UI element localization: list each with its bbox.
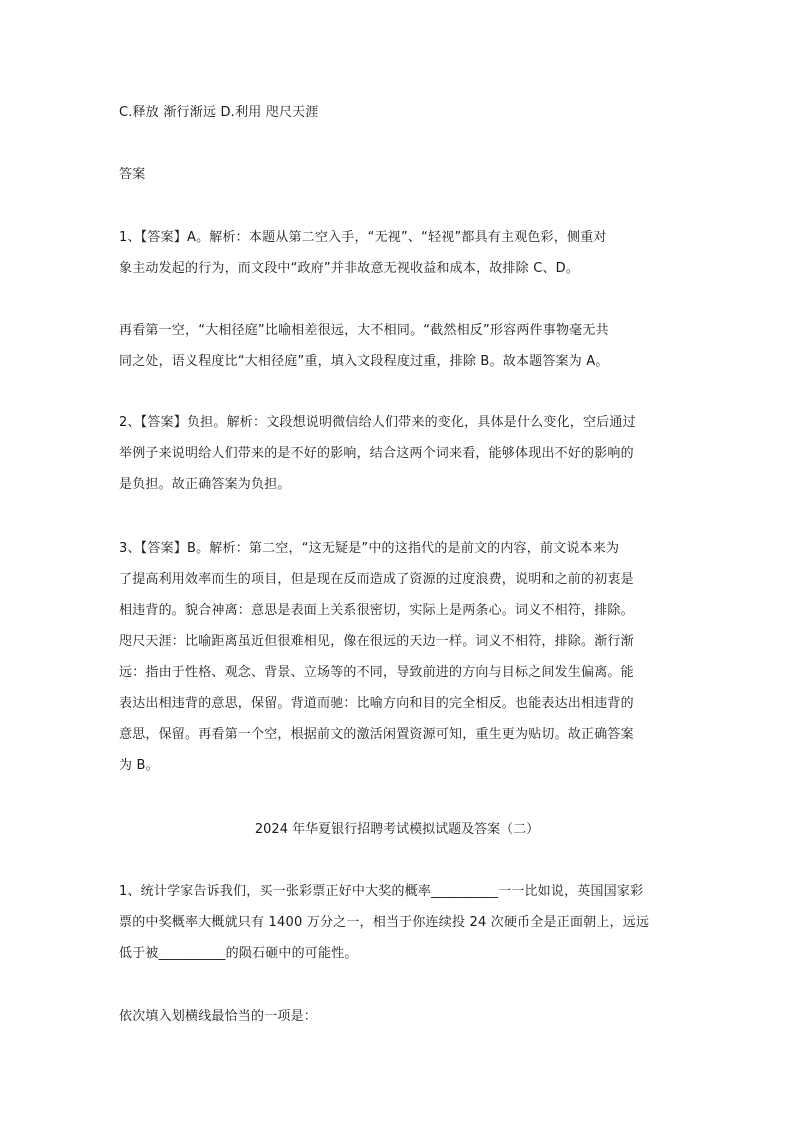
- text-line: 依次填入划横线最恰当的一项是：: [119, 1009, 318, 1024]
- text-line: 答案: [119, 167, 146, 182]
- text-line: 同之处，语义程度比“大相径庭”重，填入文段程度过重，排除 B。故本题答案为 A。: [119, 354, 609, 369]
- text-line: 为 B。: [119, 758, 159, 773]
- options-paragraph: [119, 97, 679, 128]
- text-line: 相违背的。貌合神离：意思是表面上关系很密切，实际上是两条心。词义不相符，排除。: [119, 603, 634, 618]
- text-line: 举例子来说明给人们带来的是不好的影响，结合这两个词来看，能够体现出不好的影响的: [119, 446, 634, 461]
- text-line: 3、【答案】B。解析：第二空，“这无疑是”中的这指代的是前文的内容，前文说本来为: [119, 541, 620, 556]
- text-line: 象主动发起的行为，而文段中“政府”并非故意无视收益和成本，故排除 C、D。: [119, 261, 580, 276]
- text-line: 票的中奖概率大概就只有 1400 万分之一，相当于你连续投 24 次硬币全是正面朝上，远远: [119, 915, 650, 930]
- text-line: 2、【答案】负担。解析：文段想说明微信给人们带来的变化，具体是什么变化，空后通过: [119, 415, 636, 430]
- text-line: 低于被__________的陨石砸中的可能性。: [119, 946, 358, 961]
- text-line: 再看第一空，“大相径庭”比喻相差很远，大不相同。“截然相反”形容两件事物毫无共: [119, 323, 609, 338]
- question-1-paragraph: [119, 876, 679, 969]
- text-line: 1、统计学家告诉我们，买一张彩票正好中大奖的概率__________一一比如说，英国国家彩: [119, 884, 644, 899]
- section-title: 2024 年华夏银行招聘考试模拟试题及答案（二）: [254, 822, 540, 837]
- instruction-paragraph: [119, 1001, 679, 1032]
- text-line: 意思，保留。再看第一个空，根据前文的激活闲置资源可知，重生更为贴切。故正确答案: [119, 727, 634, 742]
- text-line: C.释放 渐行渐远 D.利用 咫尺天涯: [119, 105, 319, 120]
- answer-1-paragraph: [119, 222, 679, 284]
- answer-1-continued-paragraph: [119, 315, 679, 377]
- text-line: 是负担。故正确答案为负担。: [119, 477, 291, 492]
- answer-2-paragraph: [119, 407, 679, 500]
- answer-3-paragraph: [119, 533, 679, 781]
- text-line: 1、【答案】A。解析：本题从第二空入手，“无视”、“轻视”都具有主观色彩，侧重对: [119, 230, 607, 245]
- text-line: 表达出相违背的意思，保留。背道而驰：比喻方向和目的完全相反。也能表达出相违背的: [119, 696, 634, 711]
- text-line: 了提高利用效率而生的项目，但是现在反而造成了资源的过度浪费，说明和之前的初衷是: [119, 572, 634, 587]
- text-line: 咫尺天涯：比喻距离虽近但很难相见，像在很远的天边一样。词义不相符，排除。渐行渐: [119, 634, 634, 649]
- text-line: 远：指由于性格、观念、背景、立场等的不同，导致前进的方向与目标之间发生偏离。能: [119, 665, 634, 680]
- answer-heading: [119, 159, 679, 190]
